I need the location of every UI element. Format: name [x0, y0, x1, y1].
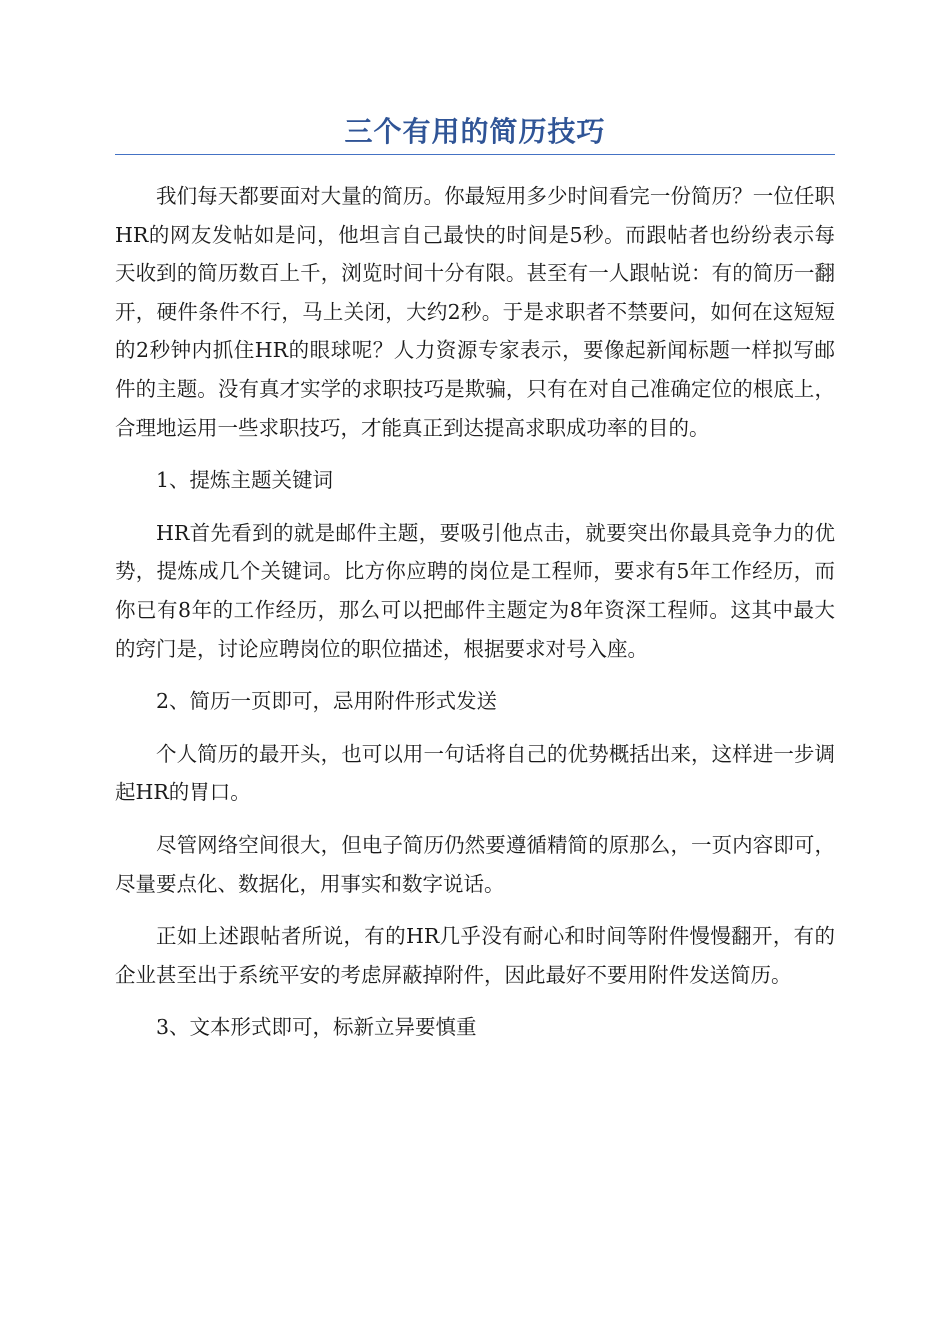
section-2-paragraph-1: 个人简历的最开头，也可以用一句话将自己的优势概括出来，这样进一步调起HR的胃口。	[115, 741, 835, 805]
section-heading-1: 1、提炼主题关键词	[156, 468, 334, 493]
document-body	[115, 177, 835, 1047]
intro-paragraph: 我们每天都要面对大量的简历。你最短用多少时间看完一份简历？一位任职HR的网友发帖如是问，他坦言自己最快的时间是5秒。而跟帖者也纷纷表示每天收到的简历数百上千，浏览时间十分有限。甚至有一人跟帖说：有的简历一翻开，硬件条件不行，马上关闭，大约2秒。于是求职者不禁要问，如何在这短短的2秒钟内抓住HR的眼球呢？人力资源专家表示，要像起新闻标题一样拟写邮件的主题。没有真才实学的求职技巧是欺骗，只有在对自己准确定位的根底上，合理地运用一些求职技巧，才能真正到达提高求职成功率的目的。	[115, 184, 835, 440]
section-heading-3: 3、文本形式即可，标新立异要慎重	[156, 1015, 477, 1040]
section-1-paragraph: HR首先看到的就是邮件主题，要吸引他点击，就要突出你最具竞争力的优势，提炼成几个关键词。比方你应聘的岗位是工程师，要求有5年工作经历，而你已有8年的工作经历，那么可以把邮件主题定为8年资深工程师。这其中最大的窍门是，讨论应聘岗位的职位描述，根据要求对号入座。	[115, 520, 835, 661]
section-2-paragraph-2: 尽管网络空间很大，但电子简历仍然要遵循精简的原那么，一页内容即可，尽量要点化、数据化，用事实和数字说话。	[115, 832, 835, 896]
section-2-paragraph-3: 正如上述跟帖者所说，有的HR几乎没有耐心和时间等附件慢慢翻开，有的企业甚至出于系统平安的考虑屏蔽掉附件，因此最好不要用附件发送简历。	[115, 924, 835, 987]
document-page	[115, 112, 835, 1061]
section-heading-2: 2、简历一页即可，忌用附件形式发送	[156, 689, 498, 714]
document-title: 三个有用的简历技巧	[115, 112, 835, 155]
